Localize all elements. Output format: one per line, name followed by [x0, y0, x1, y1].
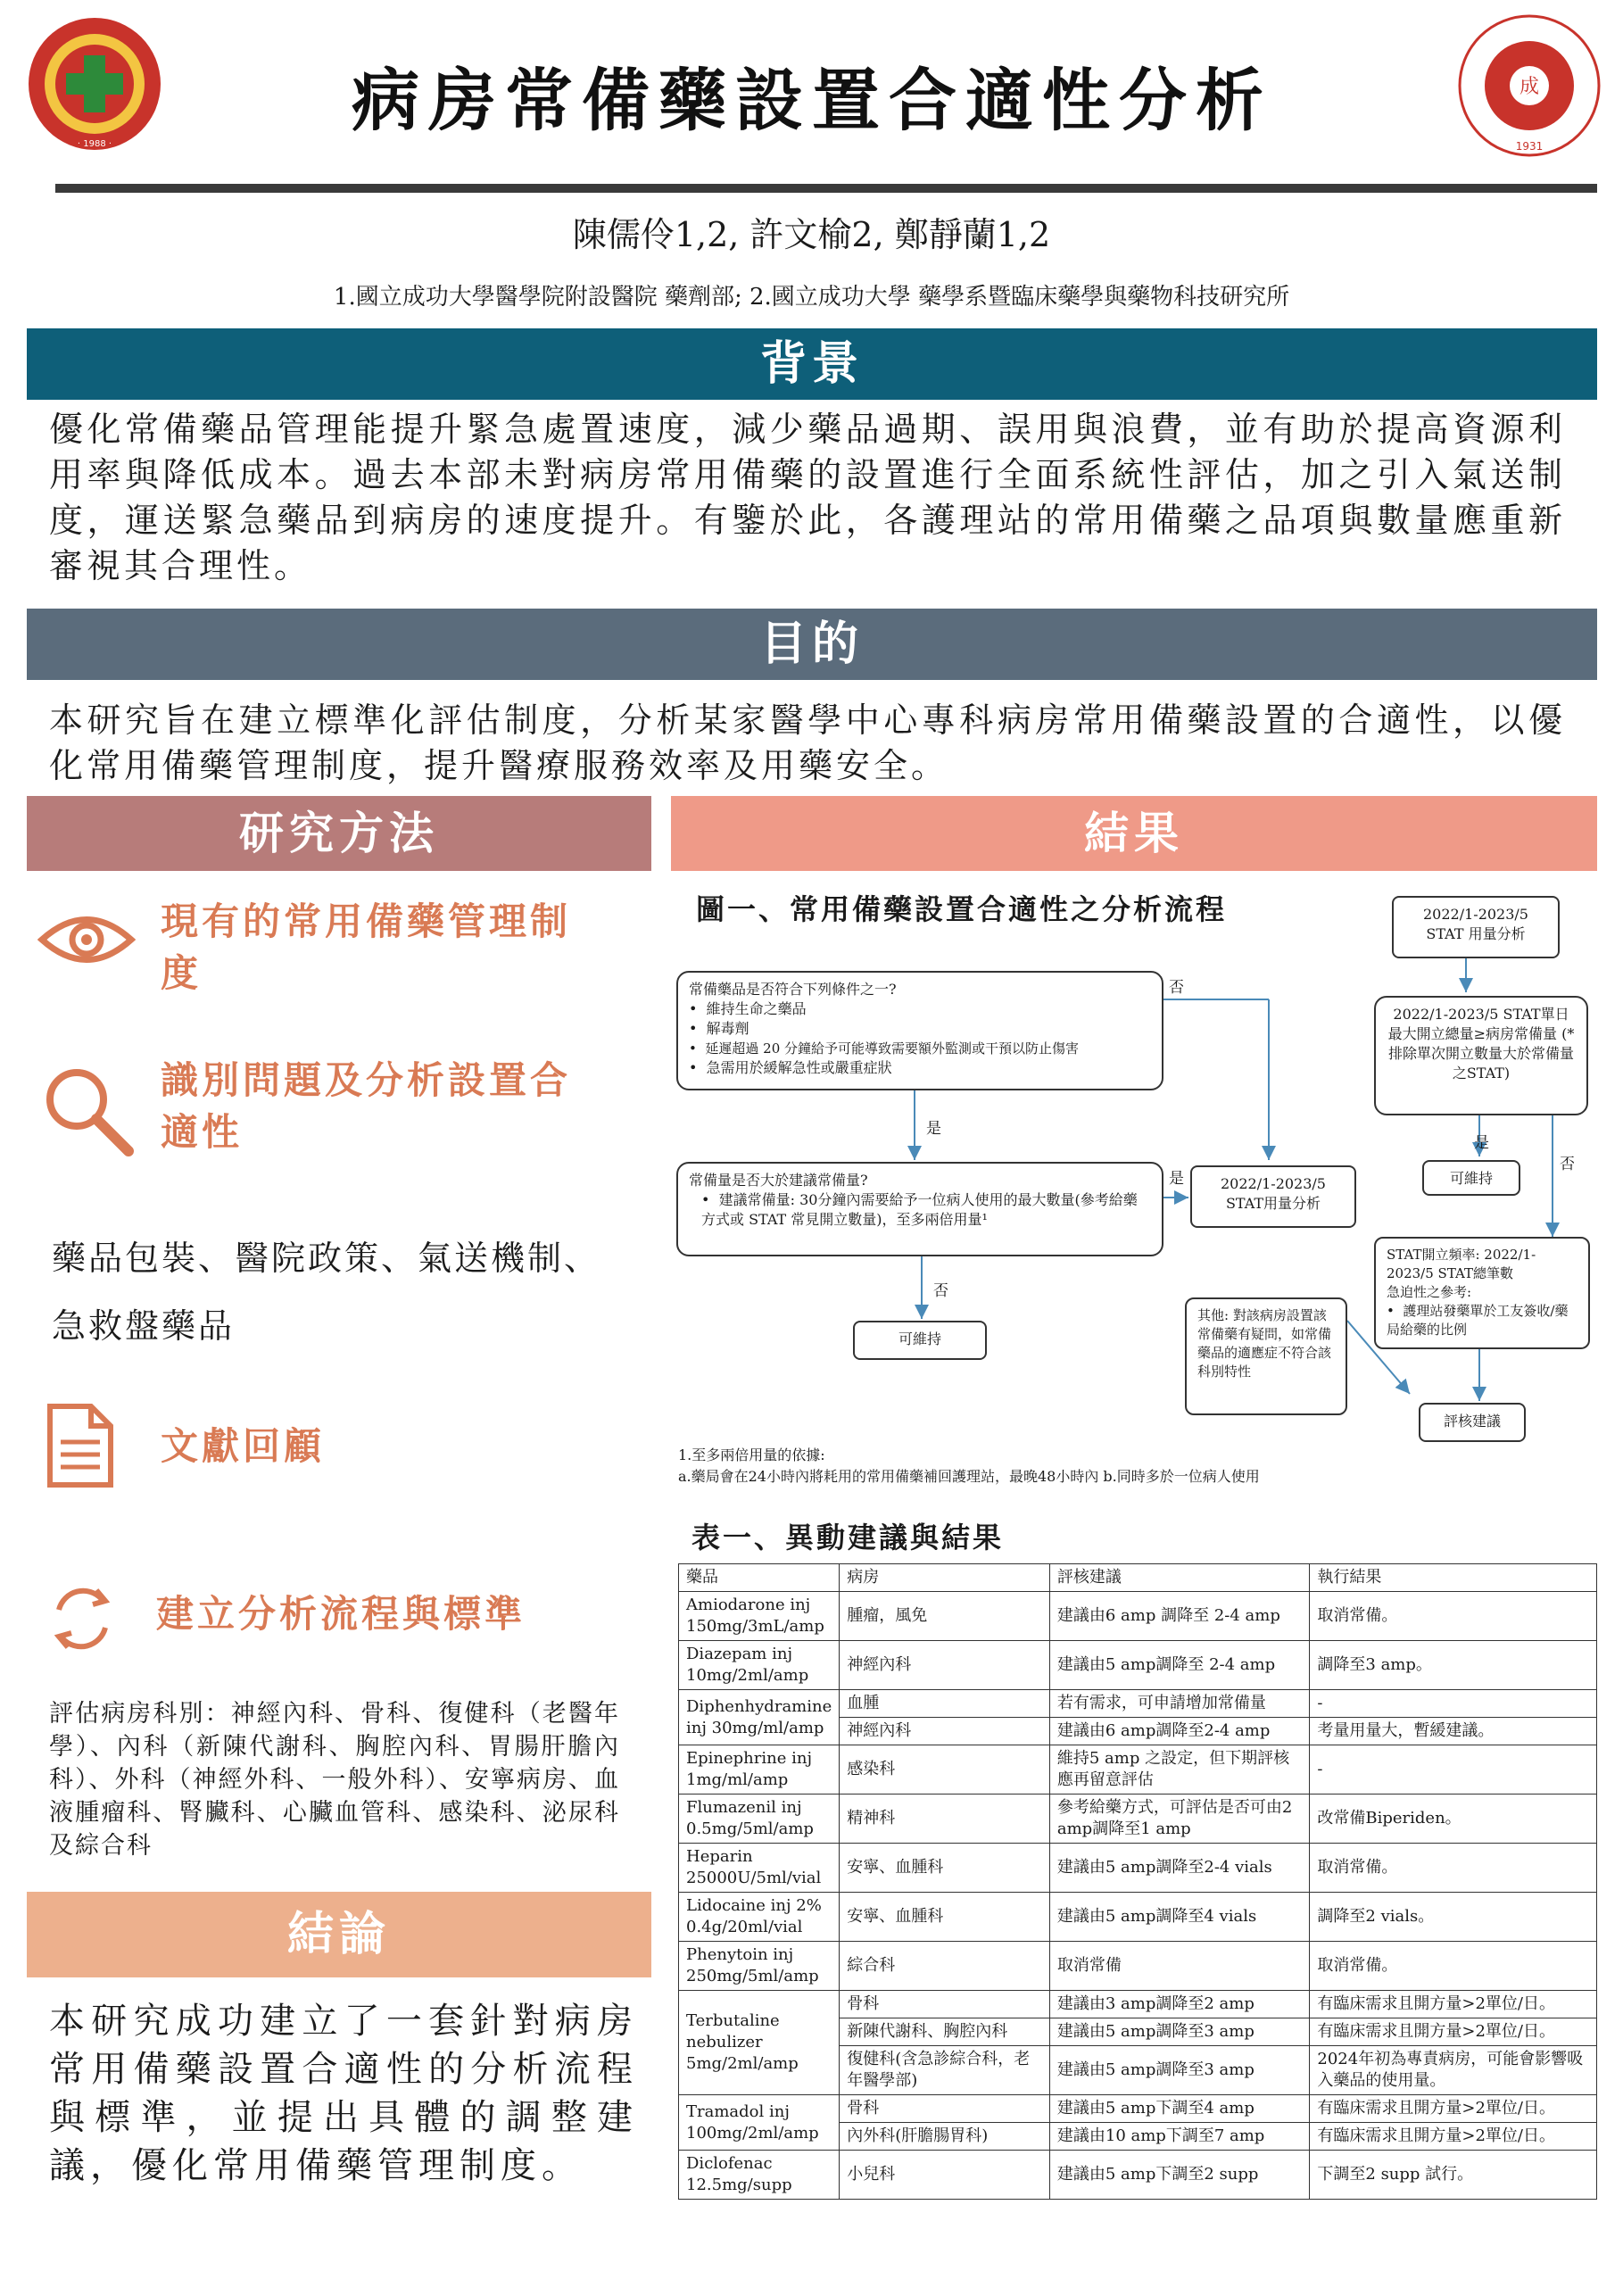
method-step-detail: 藥品包裝、醫院政策、氣送機制、急救盤藥品 [52, 1239, 601, 1346]
flow-stat-max-box: 2022/1-2023/5 STAT單日最大開立總量≥病房常備量 (*排除單次開立數量大於常備量之STAT) [1374, 996, 1588, 1115]
flow-freq-box [1374, 1237, 1590, 1349]
flow-q1-item-4: • 急需用於緩解急性或嚴重症狀 [689, 1059, 892, 1076]
flow-q2-box [676, 1162, 1163, 1256]
figure-footnote-1: 1.至多兩倍用量的依據: [678, 1446, 825, 1463]
table-row [679, 1942, 1597, 1991]
table-cell-result: 取消常備。 [1310, 1592, 1597, 1641]
table-cell-recommendation: 建議由5 amp調降至3 amp [1049, 2046, 1310, 2095]
table-cell-result: 考量用量大，暫緩建議。 [1310, 1718, 1597, 1745]
table-cell-recommendation: 若有需求，可申請增加常備量 [1049, 1690, 1310, 1718]
table-cell-recommendation: 建議由6 amp調降至2-4 amp [1049, 1718, 1310, 1745]
table-cell-result: 調降至2 vials。 [1310, 1893, 1597, 1942]
flow-keep-box-2: 可維持 [1422, 1160, 1520, 1196]
objective-text: 本研究旨在建立標準化評估制度，分析某家醫學中心專科病房常用備藥設置的合適性，以優化常用備藥管理制度，提升醫療服務效率及用藥安全。 [49, 700, 1566, 785]
flow-keep-box-1: 可維持 [853, 1321, 987, 1360]
table-cell-recommendation: 建議由5 amp調降至2-4 vials [1049, 1844, 1310, 1893]
flow-label-no-2: 否 [933, 1282, 948, 1300]
flow-q1-box [676, 971, 1163, 1090]
table-cell-result: 改常備Biperiden。 [1310, 1795, 1597, 1844]
flowchart [669, 892, 1597, 1499]
table-header-row [679, 1564, 1597, 1592]
table-cell-result: 有臨床需求且開方量>2單位/日。 [1310, 2095, 1597, 2123]
conclusion-text: 本研究成功建立了一套針對病房常用備藥設置合適性的分析流程與標準，並提出具體的調整建議，優化常用備藥管理制度。 [49, 2001, 638, 2186]
table-cell-result: 調降至3 amp。 [1310, 1641, 1597, 1690]
method-step-current-system: 現有的常用備藥管理制度 [161, 899, 572, 995]
table-row [679, 1641, 1597, 1690]
svg-text:· 1988 ·: · 1988 · [77, 139, 112, 149]
table-header-cell: 藥品 [679, 1564, 840, 1592]
table-cell-recommendation: 建議由5 amp下調至2 supp [1049, 2151, 1310, 2200]
flow-q1-item-3: • 延遲超過 20 分鐘給予可能導致需要額外監測或干預以防止傷害 [689, 1040, 1080, 1057]
table-row [679, 1795, 1597, 1844]
table-cell-recommendation: 建議由6 amp 調降至 2-4 amp [1049, 1592, 1310, 1641]
flow-q1-title: 常備藥品是否符合下列條件之一? [689, 981, 897, 998]
table-cell-ward: 骨科 [840, 2095, 1050, 2123]
table-cell-drug: Flumazenil inj 0.5mg/5ml/amp [679, 1795, 840, 1844]
flow-stat-usage-box: 2022/1-2023/5 STAT用量分析 [1190, 1165, 1356, 1228]
flow-other-box: 其他: 對該病房設置該常備藥有疑問，如常備藥品的適應症不符合該科別特性 [1185, 1297, 1347, 1415]
method-step-build-flow: 建立分析流程與標準 [156, 1592, 526, 1636]
table-header-cell: 執行結果 [1310, 1564, 1597, 1592]
flow-freq-ref: 急迫性之參考: [1387, 1284, 1472, 1300]
results-heading: 結果 [671, 796, 1597, 871]
table-cell-ward: 骨科 [840, 1991, 1050, 2018]
table-cell-recommendation: 建議由5 amp調降至3 amp [1049, 2018, 1310, 2046]
table-cell-recommendation: 建議由5 amp下調至4 amp [1049, 2095, 1310, 2123]
table-cell-ward: 腫瘤，風免 [840, 1592, 1050, 1641]
table-cell-drug: Epinephrine inj 1mg/ml/amp [679, 1745, 840, 1795]
objective-heading: 目的 [27, 609, 1597, 680]
table-header-cell: 評核建議 [1049, 1564, 1310, 1592]
authors: 陳儒伶1,2, 許文榆2, 鄭靜蘭1,2 [572, 215, 1051, 254]
table-cell-result: 有臨床需求且開方量>2單位/日。 [1310, 1991, 1597, 2018]
flow-label-yes-1: 是 [926, 1120, 941, 1138]
table-header-cell: 病房 [840, 1564, 1050, 1592]
table-cell-ward: 安寧、血腫科 [840, 1844, 1050, 1893]
table-cell-recommendation: 取消常備 [1049, 1942, 1310, 1991]
evaluated-departments: 評估病房科別：神經內科、骨科、復健科（老醫年學）、內科（新陳代謝科、胸腔內科、胃腸肝膽內科）、外科（神經外科、一般外科）、安寧病房、血液腫瘤科、腎臟科、心臟血管科、感染科、泌尿科及綜合科 [49, 1700, 620, 1860]
table-cell-drug: Tramadol inj 100mg/2ml/amp [679, 2095, 840, 2151]
table-cell-recommendation: 維持5 amp 之設定，但下期評核應再留意評估 [1049, 1745, 1310, 1795]
table-cell-result: - [1310, 1690, 1597, 1718]
eye-icon [37, 908, 136, 971]
flow-q1-item-1: • 維持生命之藥品 [689, 1000, 807, 1017]
table-cell-drug: Diclofenac 12.5mg/supp [679, 2151, 840, 2200]
svg-text:1931: 1931 [1515, 140, 1544, 153]
table-row [679, 1844, 1597, 1893]
table-row [679, 1592, 1597, 1641]
svg-text:成: 成 [1519, 76, 1540, 98]
table-title: 表一、異動建議與結果 [691, 1521, 1005, 1554]
flow-label-yes-3: 是 [1474, 1134, 1489, 1152]
table-cell-ward: 復健科(含急診綜合科，老年醫學部) [840, 2046, 1050, 2095]
table-cell-ward: 內外科(肝膽腸胃科) [840, 2123, 1050, 2151]
table-cell-recommendation: 建議由3 amp調降至2 amp [1049, 1991, 1310, 2018]
flow-review-box: 評核建議 [1419, 1403, 1526, 1442]
conclusion-heading: 結論 [27, 1892, 651, 1977]
document-icon [45, 1401, 116, 1490]
table-row [679, 1690, 1597, 1718]
refresh-cycle-icon [46, 1583, 118, 1654]
table-cell-result: 取消常備。 [1310, 1942, 1597, 1991]
table-cell-ward: 小兒科 [840, 2151, 1050, 2200]
table-cell-ward: 安寧、血腫科 [840, 1893, 1050, 1942]
flow-q1-item-2: • 解毒劑 [689, 1020, 749, 1037]
table-row [679, 2151, 1597, 2200]
table-cell-ward: 精神科 [840, 1795, 1050, 1844]
table-cell-drug: Terbutaline nebulizer 5mg/2ml/amp [679, 1991, 840, 2095]
method-step-identify-problems: 識別問題及分析設置合適性 [161, 1058, 572, 1154]
methods-heading: 研究方法 [27, 796, 651, 871]
table-row [679, 1991, 1597, 2018]
affiliations: 1.國立成功大學醫學院附設醫院 藥劑部; 2.國立成功大學 藥學系暨臨床藥學與藥物科技研究所 [333, 284, 1290, 311]
background-heading: 背景 [27, 328, 1597, 400]
table-cell-recommendation: 建議由5 amp調降至4 vials [1049, 1893, 1310, 1942]
table-cell-ward: 綜合科 [840, 1942, 1050, 1991]
table-cell-drug: Amiodarone inj 150mg/3mL/amp [679, 1592, 840, 1641]
table-cell-drug: Diphenhydramine inj 30mg/ml/amp [679, 1690, 840, 1745]
table-cell-drug: Diazepam inj 10mg/2ml/amp [679, 1641, 840, 1690]
flow-q2-item: • 建議常備量: 30分鐘內需要給予一位病人使用的最大數量(參考給藥方式或 STAT 常見開立數量)，至多兩倍用量¹ [701, 1191, 1138, 1228]
table-row [679, 1893, 1597, 1942]
table-cell-result: - [1310, 1745, 1597, 1795]
flow-stat-top-box: 2022/1-2023/5 STAT 用量分析 [1392, 896, 1560, 958]
results-table-wrap [678, 1563, 1597, 2200]
results-table [678, 1563, 1597, 2200]
table-cell-result: 有臨床需求且開方量>2單位/日。 [1310, 2018, 1597, 2046]
table-cell-recommendation: 建議由10 amp下調至7 amp [1049, 2123, 1310, 2151]
figure-title: 圖一、常用備藥設置合適性之分析流程 [696, 892, 1228, 926]
table-row [679, 1745, 1597, 1795]
table-cell-ward: 血腫 [840, 1690, 1050, 1718]
table-row [679, 2095, 1597, 2123]
table-cell-drug: Lidocaine inj 2% 0.4g/20ml/vial [679, 1893, 840, 1942]
university-logo-icon [1456, 12, 1602, 159]
table-cell-ward: 新陳代謝科、胸腔內科 [840, 2018, 1050, 2046]
flow-label-yes-2: 是 [1169, 1170, 1184, 1188]
table-cell-recommendation: 建議由5 amp調降至 2-4 amp [1049, 1641, 1310, 1690]
table-cell-result: 取消常備。 [1310, 1844, 1597, 1893]
flow-label-no-3: 否 [1560, 1156, 1575, 1173]
table-cell-ward: 神經內科 [840, 1718, 1050, 1745]
figure-footnote-2: a.藥局會在24小時內將耗用的常用備藥補回護理站，最晚48小時內 b.同時多於一位病人使用 [678, 1468, 1260, 1485]
background-text: 優化常備藥品管理能提升緊急處置速度，減少藥品過期、誤用與浪費，並有助於提高資源利用率與降低成本。過去本部未對病房常用備藥的設置進行全面系統性評估，加之引入氣送制度，運送緊急藥品到病房的速度提升。有鑒於此，各護理站的常用備藥之品項與數量應重新審視其合理性。 [49, 410, 1566, 585]
table-cell-drug: Heparin 25000U/5ml/vial [679, 1844, 840, 1893]
magnifier-icon [39, 1062, 137, 1160]
table-cell-ward: 神經內科 [840, 1641, 1050, 1690]
table-cell-result: 有臨床需求且開方量>2單位/日。 [1310, 2123, 1597, 2151]
page-title: 病房常備藥設置合適性分析 [352, 61, 1272, 140]
flow-q2-title: 常備量是否大於建議常備量? [689, 1172, 868, 1189]
title-divider [55, 184, 1597, 193]
flow-label-no-1: 否 [1169, 979, 1184, 997]
table-cell-result: 下調至2 supp 試行。 [1310, 2151, 1597, 2200]
table-cell-ward: 感染科 [840, 1745, 1050, 1795]
table-cell-recommendation: 參考給藥方式，可評估是否可由2 amp調降至1 amp [1049, 1795, 1310, 1844]
method-step-literature: 文獻回顧 [161, 1424, 326, 1468]
hospital-logo-icon [25, 14, 164, 153]
table-cell-drug: Phenytoin inj 250mg/5ml/amp [679, 1942, 840, 1991]
flow-freq-item: • 護理站發藥單於工友簽收/藥局給藥的比例 [1387, 1303, 1569, 1338]
flow-freq-title: STAT開立頻率: 2022/1-2023/5 STAT總筆數 [1387, 1247, 1536, 1281]
table-cell-result: 2024年初為專責病房，可能會影響吸入藥品的使用量。 [1310, 2046, 1597, 2095]
